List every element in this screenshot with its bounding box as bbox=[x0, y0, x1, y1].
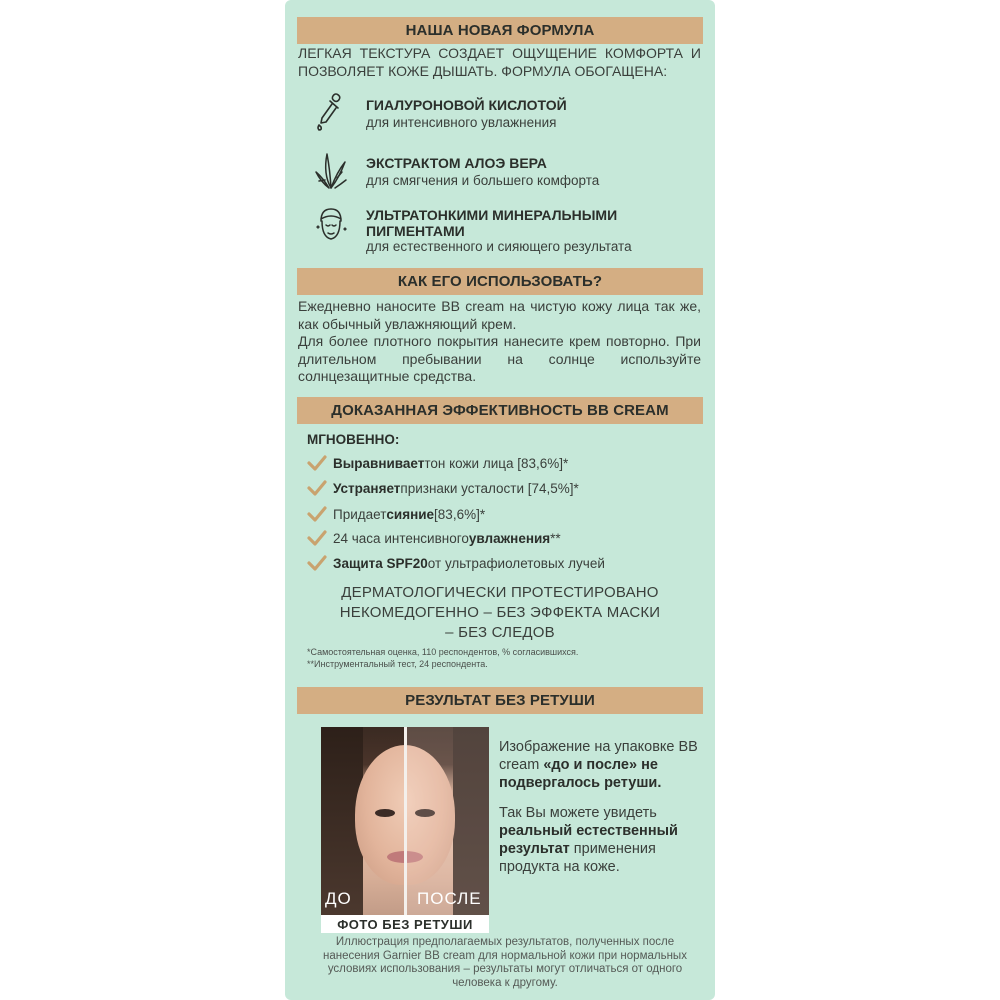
check-icon bbox=[307, 480, 327, 496]
after-tint bbox=[407, 727, 489, 915]
label-before: ДО bbox=[325, 889, 352, 908]
formula-intro: ЛЕГКАЯ ТЕКСТУРА СОЗДАЕТ ОЩУЩЕНИЕ КОМФОРТА И ПОЗВОЛЯЕТ КОЖЕ ДЫШАТЬ. ФОРМУЛА ОБОГАЩЕНА: bbox=[298, 45, 701, 79]
ingredient-subtitle: для естественного и сияющего результата bbox=[366, 239, 632, 254]
ingredient-title: УЛЬТРАТОНКИМИ МИНЕРАЛЬНЫМИ ПИГМЕНТАМИ bbox=[366, 207, 618, 239]
dropper-icon bbox=[313, 92, 349, 132]
check-icon bbox=[307, 555, 327, 571]
product-info-panel bbox=[285, 0, 715, 1000]
usage-paragraph: Ежедневно наносите BB cream на чистую кожу лица так же, как обычный увлажняющий крем. bbox=[298, 298, 701, 332]
face-icon bbox=[313, 205, 349, 245]
ingredient-subtitle: для смягчения и большего комфорта bbox=[366, 173, 600, 188]
benefit-item: Придает сияние [83,6%]* bbox=[307, 506, 485, 522]
formula-header: НАША НОВАЯ ФОРМУЛА bbox=[297, 17, 703, 44]
dermatology-claim: ДЕРМАТОЛОГИЧЕСКИ ПРОТЕСТИРОВАНО НЕКОМЕДОГЕННО – БЕЗ ЭФФЕКТА МАСКИ – БЕЗ СЛЕДОВ bbox=[339, 584, 661, 641]
before-after-photo bbox=[321, 727, 489, 915]
usage-text bbox=[298, 298, 701, 386]
result-header: РЕЗУЛЬТАТ БЕЗ РЕТУШИ bbox=[297, 687, 703, 714]
footnote: *Самостоятельная оценка, 110 респондентов, % согласившихся. bbox=[307, 647, 579, 657]
usage-header: КАК ЕГО ИСПОЛЬЗОВАТЬ? bbox=[297, 268, 703, 295]
check-icon bbox=[307, 530, 327, 546]
photo-caption: ФОТО БЕЗ РЕТУШИ bbox=[321, 915, 489, 933]
result-paragraph: Изображение на упаковке BB cream «до и после» не подвергалось ретуши. bbox=[499, 739, 698, 791]
benefit-item: Защита SPF20 от ультрафиолетовых лучей bbox=[307, 555, 605, 571]
label-after: ПОСЛЕ bbox=[417, 889, 482, 908]
result-paragraph: Так Вы можете увидеть реальный естественный результат применения продукта на коже. bbox=[499, 805, 678, 875]
usage-paragraph: Для более плотного покрытия нанесите крем повторно. При длительном пребывании на солнце используйте солнцезащитные средства. bbox=[298, 333, 701, 384]
benefit-item: Устраняет признаки усталости [74,5%]* bbox=[307, 480, 579, 496]
result-description bbox=[499, 738, 704, 888]
footnote: **Инструментальный тест, 24 респондента. bbox=[307, 659, 488, 669]
ingredient-title: ЭКСТРАКТОМ АЛОЭ ВЕРА bbox=[366, 155, 547, 171]
benefit-item: Выравнивает тон кожи лица [83,6%]* bbox=[307, 455, 568, 471]
efficacy-header: ДОКАЗАННАЯ ЭФФЕКТИВНОСТЬ BB CREAM bbox=[297, 397, 703, 424]
check-icon bbox=[307, 506, 327, 522]
ingredient-title: ГИАЛУРОНОВОЙ КИСЛОТОЙ bbox=[366, 97, 567, 113]
aloe-icon bbox=[313, 150, 349, 190]
photo-divider bbox=[404, 727, 407, 915]
eye bbox=[375, 809, 395, 817]
ingredient-subtitle: для интенсивного увлажнения bbox=[366, 115, 557, 130]
benefit-item: 24 часа интенсивного увлажнения ** bbox=[307, 530, 561, 546]
instant-label: МГНОВЕННО: bbox=[307, 432, 400, 447]
check-icon bbox=[307, 455, 327, 471]
disclaimer: Иллюстрация предполагаемых результатов, полученных после нанесения Garnier BB cream для нормальной кожи при нормальных условиях использования – результаты могут отличаться от одного человека к другому. bbox=[323, 936, 687, 989]
